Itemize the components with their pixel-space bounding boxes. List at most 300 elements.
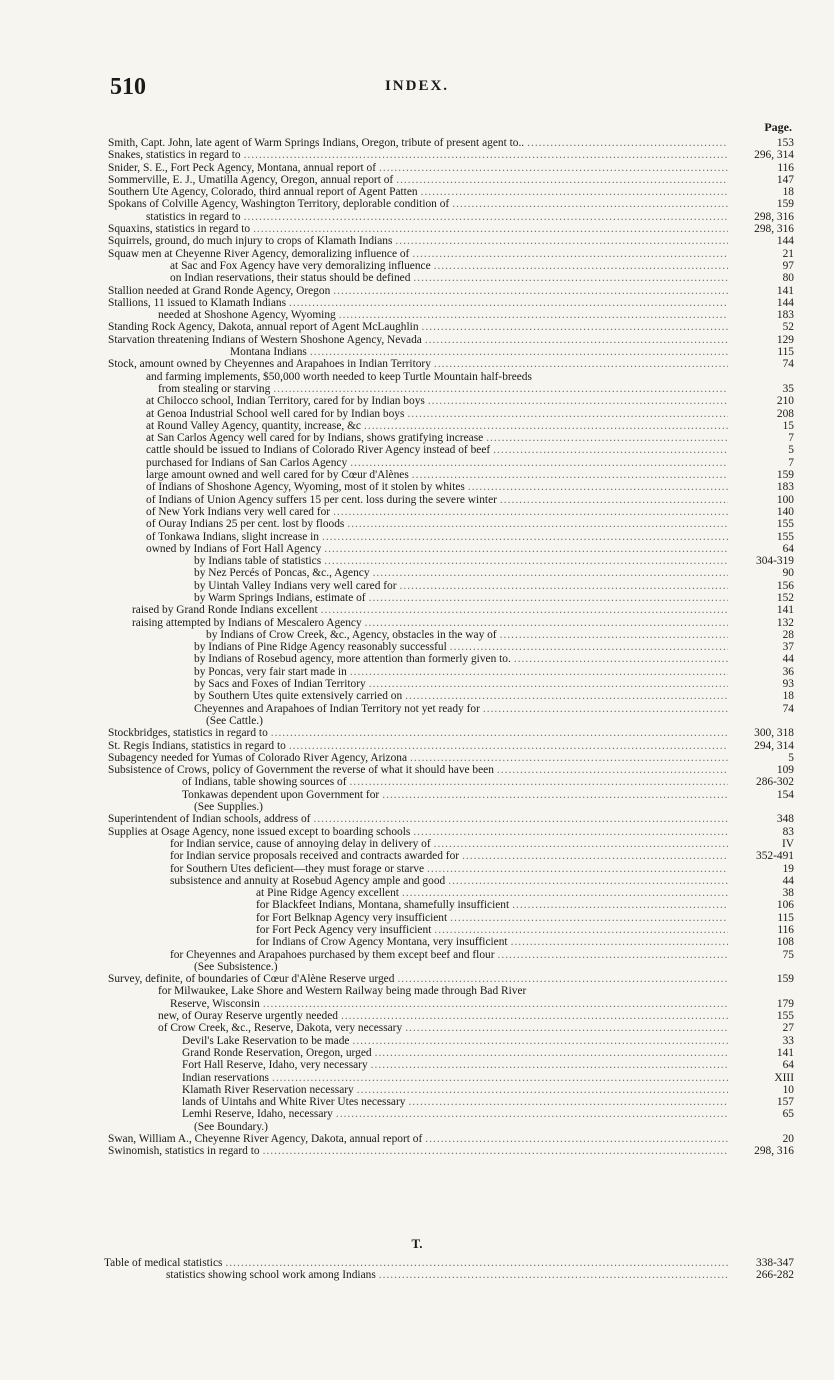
entry-text: by Indians of Rosebud agency, more attention than formerly given to.	[194, 653, 511, 666]
entry-page-ref: 155	[776, 518, 794, 531]
index-entry	[108, 863, 794, 875]
index-entry	[108, 211, 794, 223]
index-entry	[108, 494, 794, 506]
dot-leader	[350, 776, 729, 788]
index-entry	[108, 838, 794, 850]
index-entry	[104, 1257, 794, 1269]
dot-leader	[462, 850, 728, 862]
entry-text: statistics showing school work among Indians	[166, 1269, 376, 1282]
dot-leader	[405, 1022, 728, 1034]
index-entry	[108, 801, 794, 813]
dot-leader	[412, 248, 728, 260]
entry-page-ref: 298, 316	[754, 1145, 794, 1158]
entry-text: Klamath River Reservation necessary	[182, 1083, 354, 1096]
dot-leader	[289, 297, 728, 309]
index-entry	[108, 1096, 794, 1108]
entry-text: by Sacs and Foxes of Indian Territory	[194, 678, 366, 691]
entry-page-ref: 38	[782, 887, 794, 900]
index-entry	[108, 924, 794, 936]
dot-leader	[364, 420, 728, 432]
entry-text: of Crow Creek, &c., Reserve, Dakota, very necessary	[158, 1022, 403, 1035]
entry-text: Squaw men at Cheyenne River Agency, demoralizing influence of	[108, 247, 410, 260]
page-number: 510	[110, 74, 146, 100]
dot-leader	[514, 653, 728, 665]
index-entry	[108, 653, 794, 665]
dot-leader	[271, 727, 728, 739]
entry-page-ref: 65	[782, 1108, 794, 1121]
index-entry	[108, 444, 794, 456]
entry-page-ref: 44	[782, 653, 794, 666]
entry-text: for Milwaukee, Lake Shore and Western Railway being made through Bad River	[158, 985, 527, 998]
entry-text: and farming implements, $50,000 worth needed to keep Turtle Mountain half-breeds	[146, 370, 532, 383]
entry-page-ref: 154	[776, 788, 794, 801]
dot-leader	[379, 1269, 728, 1281]
entry-text: at San Carlos Agency well cared for by Indians, shows gratifying increase	[146, 432, 484, 445]
dot-leader	[408, 1096, 728, 1108]
entry-page-ref: 74	[782, 702, 794, 715]
entry-page-ref: XIII	[774, 1071, 794, 1084]
index-entry	[108, 826, 794, 838]
entry-text: at Chilocco school, Indian Territory, cared for by Indian boys	[146, 395, 425, 408]
entry-page-ref: 208	[776, 407, 794, 420]
entry-page-ref: 74	[782, 358, 794, 371]
entry-page-ref: 5	[788, 751, 794, 764]
entry-page-ref: 83	[782, 825, 794, 838]
entry-page-ref: 183	[776, 481, 794, 494]
section-heading-t: T.	[411, 1236, 423, 1251]
entry-page-ref: 10	[782, 1083, 794, 1096]
dot-leader	[405, 690, 728, 702]
entry-page-ref: 7	[788, 456, 794, 469]
entry-text: Table of medical statistics	[104, 1257, 223, 1269]
dot-leader	[396, 174, 728, 186]
entry-text: Swan, William A., Cheyenne River Agency, Dakota, annual report of	[108, 1133, 423, 1146]
index-entry	[108, 1121, 794, 1133]
entry-text: by Poncas, very fair start made in	[194, 665, 347, 678]
entry-page-ref: 28	[782, 628, 794, 641]
entry-text: for Fort Peck Agency very insufficient	[256, 924, 432, 936]
dot-leader	[371, 1059, 728, 1071]
dot-leader	[434, 838, 728, 850]
entry-text: by Indians of Pine Ridge Agency reasonably successful	[194, 641, 447, 654]
entry-page-ref: 144	[776, 296, 794, 309]
entry-page-ref: 159	[776, 198, 794, 211]
index-entry	[108, 162, 794, 174]
index-entry	[108, 543, 794, 555]
entry-text: Southern Ute Agency, Colorado, third annual report of Agent Patten	[108, 186, 418, 199]
entry-page-ref: 153	[776, 137, 794, 149]
entry-text: purchased for Indians of San Carlos Agency	[146, 456, 348, 469]
entry-page-ref: 44	[782, 874, 794, 887]
entry-page-ref: 115	[777, 911, 794, 924]
entry-text: subsistence and annuity at Rosebud Agency ample and good	[170, 874, 446, 887]
dot-leader	[313, 813, 728, 825]
index-entry	[108, 1035, 794, 1047]
entry-page-ref: 141	[776, 604, 794, 617]
entry-page-ref: 116	[777, 161, 794, 174]
index-entry	[108, 457, 794, 469]
entry-text: for Indian service, cause of annoying delay in delivery of	[170, 837, 431, 850]
entry-text: owned by Indians of Fort Hall Agency	[146, 542, 322, 555]
entry-text: lands of Uintahs and White River Utes necessary	[182, 1096, 406, 1109]
dot-leader	[452, 198, 728, 210]
index-entry	[108, 936, 794, 948]
entry-text: (See Boundary.)	[194, 1120, 268, 1133]
entry-text: at Genoa Industrial School well cared for by Indian boys	[146, 407, 405, 420]
entry-page-ref: 183	[776, 309, 794, 322]
dot-leader	[400, 580, 728, 592]
entry-page-ref: 286-302	[756, 776, 794, 789]
entry-page-ref: 33	[782, 1034, 794, 1047]
entry-text: from stealing or starving	[158, 382, 271, 395]
entry-page-ref: 52	[782, 321, 794, 334]
index-entry	[108, 813, 794, 825]
entry-page-ref: 21	[782, 247, 794, 260]
entry-text: Survey, definite, of boundaries of Cœur d'Alène Reserve urged	[108, 973, 395, 986]
index-entry	[108, 198, 794, 210]
entry-text: raised by Grand Ronde Indians excellent	[132, 604, 318, 617]
entry-text: at Sac and Fox Agency have very demoralizing influence	[170, 259, 431, 272]
index-entry	[108, 248, 794, 260]
dot-leader	[421, 186, 728, 198]
index-entry	[108, 297, 794, 309]
index-entry	[108, 764, 794, 776]
entry-page-ref: IV	[781, 837, 794, 850]
dot-leader	[407, 408, 728, 420]
dot-leader	[352, 1035, 728, 1047]
index-entry	[108, 383, 794, 395]
entry-page-ref: 141	[776, 1046, 794, 1059]
entry-page-ref: 294, 314	[754, 739, 794, 752]
dot-leader	[263, 1145, 728, 1157]
index-entry	[108, 912, 794, 924]
entry-text: for Southern Utes deficient—they must forage or starve	[170, 862, 424, 875]
entry-text: Montana Indians	[230, 346, 307, 359]
entry-page-ref: 106	[776, 899, 794, 912]
dot-leader	[527, 137, 728, 149]
index-entry	[108, 715, 794, 727]
entry-page-ref: 147	[776, 173, 794, 186]
entry-text: by Uintah Valley Indians very well cared for	[194, 579, 397, 592]
dot-leader	[427, 863, 728, 875]
entry-page-ref: 80	[782, 272, 794, 285]
entry-page-ref: 75	[782, 948, 794, 961]
index-entry	[108, 272, 794, 284]
dot-leader	[341, 1010, 728, 1022]
index-entry	[108, 1108, 794, 1120]
index-entry	[108, 260, 794, 272]
index-entry	[108, 973, 794, 985]
entry-text: needed at Shoshone Agency, Wyoming	[158, 309, 336, 322]
dot-leader	[266, 715, 728, 727]
entry-page-ref: 19	[782, 862, 794, 875]
index-entry	[108, 346, 794, 358]
dot-leader	[350, 666, 728, 678]
entry-page-ref: 20	[782, 1133, 794, 1146]
index-entry	[108, 703, 794, 715]
dot-leader	[500, 629, 728, 641]
dot-leader	[336, 1108, 728, 1120]
entry-text: raising attempted by Indians of Mescalero Agency	[132, 616, 362, 629]
entry-text: Devil's Lake Reservation to be made	[182, 1034, 350, 1047]
index-entry	[108, 998, 794, 1010]
dot-leader	[402, 887, 728, 899]
dot-leader	[511, 936, 728, 948]
dot-leader	[413, 272, 728, 284]
entry-page-ref	[728, 961, 794, 973]
entry-page-ref: 93	[782, 678, 794, 691]
entry-text: Cheyennes and Arapahoes of Indian Territory not yet ready for	[194, 702, 480, 715]
entry-text: Swinomish, statistics in regard to	[108, 1145, 260, 1158]
dot-leader	[289, 740, 728, 752]
entry-page-ref: 140	[776, 505, 794, 518]
index-entry	[108, 740, 794, 752]
dot-leader	[281, 961, 728, 973]
entry-text: Smith, Capt. John, late agent of Warm Springs Indians, Oregon, tribute of present agent to..	[108, 137, 525, 149]
entry-text: Stallion needed at Grand Ronde Agency, Oregon	[108, 284, 331, 297]
dot-leader	[448, 875, 728, 887]
entry-text: Squaxins, statistics in regard to	[108, 223, 251, 236]
entry-page-ref: 266-282	[756, 1269, 794, 1282]
dot-leader	[450, 912, 728, 924]
entry-text: Snakes, statistics in regard to	[108, 149, 241, 162]
page-title: INDEX.	[384, 78, 450, 94]
entry-page-ref: 304-319	[756, 555, 794, 568]
index-entry	[108, 186, 794, 198]
entry-page-ref: 18	[782, 186, 794, 199]
index-entry	[108, 1084, 794, 1096]
dot-leader	[333, 285, 728, 297]
dot-leader	[395, 235, 728, 247]
entry-text: Standing Rock Agency, Dakota, annual report of Agent McLaughlin	[108, 321, 419, 334]
index-entry	[108, 1133, 794, 1145]
entry-page-ref: 298, 316	[754, 223, 794, 236]
dot-leader	[310, 346, 728, 358]
entry-text: Snider, S. E., Fort Peck Agency, Montana, annual report of	[108, 161, 377, 174]
index-entry	[108, 604, 794, 616]
entry-page-ref: 37	[782, 641, 794, 654]
index-entry	[108, 223, 794, 235]
index-entry	[108, 137, 794, 149]
dot-leader	[225, 1257, 728, 1269]
entry-text: statistics in regard to	[146, 210, 241, 223]
entry-text: at Pine Ridge Agency excellent	[256, 887, 399, 900]
page-column-header: Page.	[764, 120, 792, 134]
dot-leader	[397, 973, 728, 985]
index-entry	[108, 358, 794, 370]
entry-page-ref: 64	[782, 542, 794, 555]
index-entry	[108, 617, 794, 629]
entry-text: of Ouray Indians 25 per cent. lost by floods	[146, 518, 345, 531]
entry-page-ref: 352-491	[756, 850, 794, 863]
entry-page-ref: 129	[776, 333, 794, 346]
dot-leader	[333, 506, 728, 518]
entry-page-ref: 18	[782, 690, 794, 703]
entry-page-ref	[728, 715, 794, 727]
index-entry	[108, 1047, 794, 1059]
entry-text: by Warm Springs Indians, estimate of	[194, 591, 366, 604]
dot-leader	[365, 617, 728, 629]
index-entry	[108, 1059, 794, 1071]
index-entry	[108, 567, 794, 579]
entry-page-ref: 141	[776, 284, 794, 297]
index-entry	[108, 629, 794, 641]
entry-text: for Fort Belknap Agency very insufficient	[256, 911, 448, 924]
entry-page-ref: 159	[776, 973, 794, 986]
dot-leader	[483, 703, 728, 715]
entry-page-ref: 157	[776, 1096, 794, 1109]
index-entry	[108, 518, 794, 530]
index-entry	[108, 1010, 794, 1022]
entry-page-ref: 90	[782, 567, 794, 580]
dot-leader	[347, 518, 728, 530]
dot-leader	[375, 1047, 728, 1059]
entry-page-ref	[728, 985, 794, 997]
index-entry	[108, 949, 794, 961]
dot-leader	[468, 481, 728, 493]
entry-page-ref: 36	[782, 665, 794, 678]
entry-text: of New York Indians very well cared for	[146, 505, 331, 518]
dot-leader	[244, 149, 728, 161]
index-entries-s	[108, 137, 794, 1158]
index-entry	[108, 174, 794, 186]
dot-leader	[379, 162, 728, 174]
entry-text: on Indian reservations, their status should be defined	[170, 272, 411, 285]
entry-text: large amount owned and well cared for by Cœur d'Alènes	[146, 469, 409, 482]
dot-leader	[486, 432, 728, 444]
index-entry	[108, 690, 794, 702]
entry-text: Supplies at Osage Agency, none issued except to boarding schools	[108, 825, 411, 838]
entry-text: Spokans of Colville Agency, Washington Territory, deplorable condition of	[108, 198, 450, 211]
dot-leader	[339, 309, 728, 321]
dot-leader	[263, 998, 728, 1010]
dot-leader	[266, 801, 728, 813]
index-entry	[108, 531, 794, 543]
index-entry	[108, 371, 794, 383]
entry-text: (See Cattle.)	[206, 714, 263, 727]
index-entry	[108, 395, 794, 407]
entry-page-ref: 7	[788, 432, 794, 445]
index-entry	[108, 899, 794, 911]
dot-leader	[535, 371, 728, 383]
dot-leader	[253, 223, 728, 235]
dot-leader	[382, 789, 728, 801]
entry-text: for Indians of Crow Agency Montana, very insufficient	[256, 936, 508, 949]
index-entry	[108, 285, 794, 297]
entry-text: Grand Ronde Reservation, Oregon, urged	[182, 1046, 372, 1059]
index-entry	[108, 555, 794, 567]
dot-leader	[373, 567, 728, 579]
entry-text: Superintendent of Indian schools, address of	[108, 813, 311, 826]
entry-page-ref: 97	[782, 259, 794, 272]
dot-leader	[434, 260, 728, 272]
entry-text: Starvation threatening Indians of Western Shoshone Agency, Nevada	[108, 333, 422, 346]
entry-text: cattle should be issued to Indians of Colorado River Agency instead of beef	[146, 444, 491, 457]
entry-text: by Indians table of statistics	[194, 555, 322, 568]
entry-text: Fort Hall Reserve, Idaho, very necessary	[182, 1059, 368, 1072]
entry-page-ref: 156	[776, 579, 794, 592]
dot-leader	[369, 592, 728, 604]
index-entry	[108, 850, 794, 862]
entry-page-ref	[728, 1121, 794, 1133]
entry-text: Subagency needed for Yumas of Colorado River Agency, Arizona	[108, 751, 408, 764]
index-entry	[108, 580, 794, 592]
entry-page-ref: 179	[776, 997, 794, 1010]
dot-leader	[412, 469, 728, 481]
entry-text: St. Regis Indians, statistics in regard to	[108, 739, 286, 752]
dot-leader	[434, 358, 728, 370]
dot-leader	[273, 383, 728, 395]
dot-leader	[369, 678, 728, 690]
index-entry	[108, 149, 794, 161]
entry-page-ref: 155	[776, 1010, 794, 1023]
entry-text: at Round Valley Agency, quantity, increase, &c	[146, 419, 361, 432]
index-entry	[108, 432, 794, 444]
dot-leader	[272, 1072, 728, 1084]
entry-text: Reserve, Wisconsin	[170, 997, 260, 1010]
entry-page-ref: 100	[776, 493, 794, 506]
index-entry	[108, 678, 794, 690]
dot-leader	[529, 985, 728, 997]
dot-leader	[425, 334, 728, 346]
index-entry	[108, 321, 794, 333]
entry-page-ref: 64	[782, 1059, 794, 1072]
entry-page-ref: 116	[777, 924, 794, 936]
dot-leader	[428, 395, 728, 407]
index-entry	[108, 776, 794, 788]
dot-leader	[244, 211, 728, 223]
entry-text: Lemhi Reserve, Idaho, necessary	[182, 1108, 333, 1121]
entry-text: of Indians of Union Agency suffers 15 per cent. loss during the severe winter	[146, 493, 497, 506]
entry-page-ref: 132	[776, 616, 794, 629]
index-entry	[108, 1145, 794, 1157]
entry-page-ref: 210	[776, 395, 794, 408]
entry-page-ref: 152	[776, 591, 794, 604]
dot-leader	[512, 899, 728, 911]
index-entry	[108, 334, 794, 346]
entry-text: for Indian service proposals received and contracts awarded for	[170, 850, 460, 863]
index-entry	[108, 752, 794, 764]
entry-text: Stock, amount owned by Cheyennes and Arapahoes in Indian Territory	[108, 358, 431, 371]
index-entry	[108, 481, 794, 493]
entry-text: of Indians, table showing sources of	[182, 776, 347, 789]
dot-leader	[322, 531, 728, 543]
dot-leader	[324, 543, 728, 555]
entry-page-ref: 144	[776, 235, 794, 248]
index-entry	[108, 875, 794, 887]
entry-text: (See Supplies.)	[194, 801, 263, 814]
entry-text: for Cheyennes and Arapahoes purchased by them except beef and flour	[170, 948, 495, 961]
dot-leader	[450, 641, 728, 653]
index-entry	[108, 727, 794, 739]
entry-page-ref: 109	[776, 764, 794, 777]
entry-text: Subsistence of Crows, policy of Government the reverse of what it should have been	[108, 764, 494, 777]
entry-text: by Southern Utes quite extensively carried on	[194, 690, 403, 703]
index-entry	[108, 469, 794, 481]
dot-leader	[350, 457, 728, 469]
entry-page-ref: 159	[776, 469, 794, 482]
index-entry	[108, 887, 794, 899]
dot-leader	[321, 604, 728, 616]
index-entry	[108, 641, 794, 653]
entry-page-ref: 155	[776, 530, 794, 543]
entry-page-ref: 5	[788, 444, 794, 457]
dot-leader	[434, 924, 728, 936]
entry-page-ref	[728, 801, 794, 813]
dot-leader	[413, 826, 728, 838]
entry-page-ref: 338-347	[756, 1257, 794, 1269]
entry-text: by Indians of Crow Creek, &c., Agency, obstacles in the way of	[206, 628, 497, 641]
